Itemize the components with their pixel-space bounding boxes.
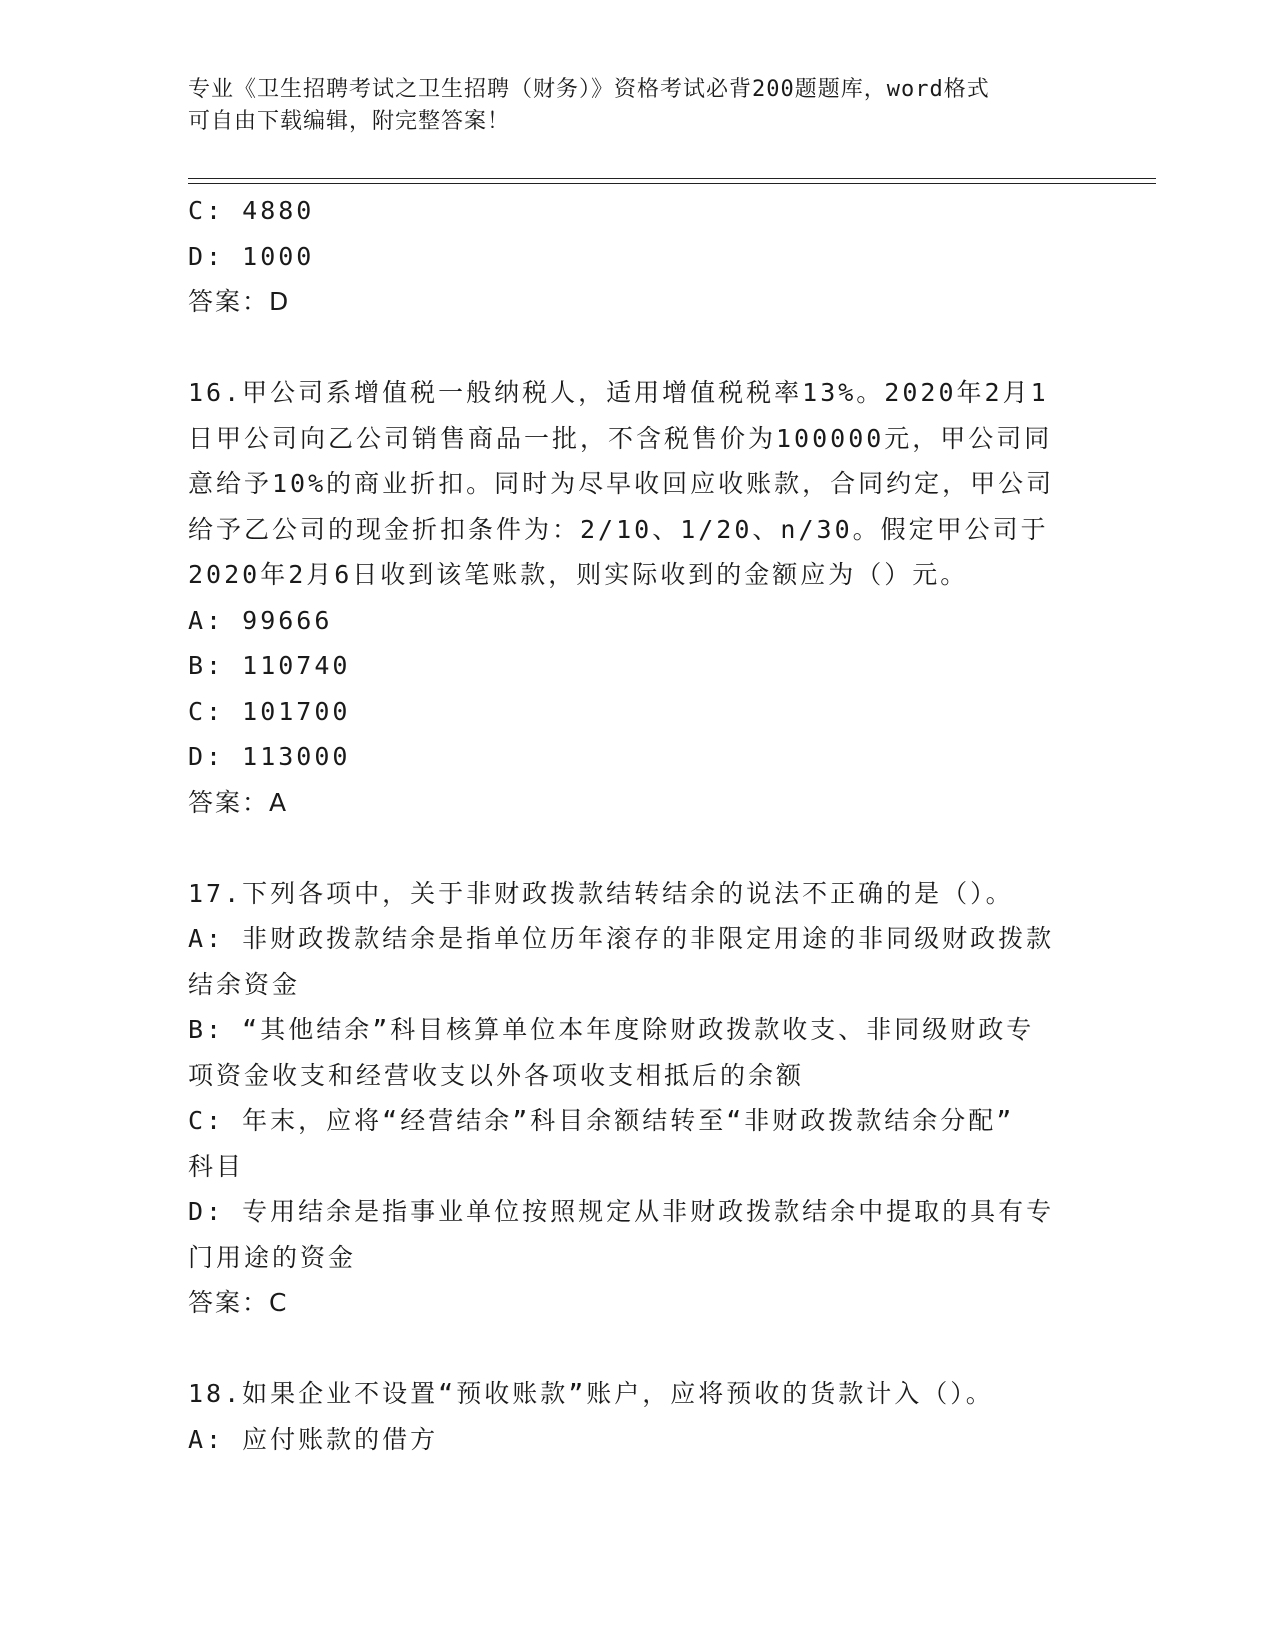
question-stem-line: 意给予10%的商业折扣。同时为尽早收回应收账款，合同约定，甲公司	[188, 469, 1055, 498]
answer-line: 答案：D	[188, 287, 291, 316]
option-d: D: 1000	[188, 241, 315, 271]
answer-line: 答案：A	[188, 787, 289, 817]
question-18	[188, 1371, 1088, 1462]
option-a: A: 应付账款的借方	[188, 1424, 439, 1454]
header-rule-bottom	[188, 183, 1156, 184]
option-b-line: 项资金收支和经营收支以外各项收支相抵后的余额	[188, 1060, 805, 1090]
answer-line: 答案：C	[188, 1288, 289, 1317]
spacer	[188, 825, 1088, 871]
question-stem-line: 18.如果企业不设置“预收账款”账户，应将预收的货款计入（）。	[188, 1379, 994, 1408]
document-header	[188, 74, 1078, 138]
header-title-line-1: 专业《卫生招聘考试之卫生招聘（财务）》资格考试必背200题题库，word格式	[188, 77, 990, 102]
option-a-line: 结余资金	[188, 969, 301, 999]
question-stem-line: 2020年2月6日收到该笔账款，则实际收到的金额应为（）元。	[188, 560, 969, 589]
question-stem-line: 17.下列各项中，关于非财政拨款结转结余的说法不正确的是（）。	[188, 878, 1014, 908]
question-stem-line: 日甲公司向乙公司销售商品一批，不含税售价为100000元，甲公司同	[188, 423, 1053, 453]
question-stem-line: 给予乙公司的现金折扣条件为：2/10、1/20、n/30。假定甲公司于	[188, 514, 1049, 544]
header-rule-top	[188, 178, 1156, 179]
header-title-line-2: 可自由下载编辑，附完整答案！	[188, 109, 511, 134]
spacer	[188, 325, 1088, 371]
option-a: A: 99666	[188, 605, 333, 635]
option-c: C: 101700	[188, 696, 351, 726]
question-16	[188, 370, 1088, 825]
question-content	[188, 188, 1088, 1462]
option-c-line: C: 年末，应将“经营结余”科目余额结转至“非财政拨款结余分配”	[188, 1106, 1015, 1135]
previous-question	[188, 188, 1088, 325]
option-b: B: 110740	[188, 651, 351, 680]
spacer	[188, 1326, 1088, 1372]
option-d: D: 113000	[188, 742, 351, 771]
option-d-line: 门用途的资金	[188, 1242, 357, 1272]
option-c-line: 科目	[188, 1151, 245, 1181]
option-b-line: B: “其他结余”科目核算单位本年度除财政拨款收支、非同级财政专	[188, 1015, 1035, 1044]
option-d-line: D: 专用结余是指事业单位按照规定从非财政拨款结余中提取的具有专	[188, 1197, 1055, 1226]
option-a-line: A: 非财政拨款结余是指单位历年滚存的非限定用途的非同级财政拨款	[188, 924, 1055, 953]
question-stem-line: 16.甲公司系增值税一般纳税人，适用增值税税率13%。2020年2月1	[188, 378, 1049, 407]
option-c: C: 4880	[188, 196, 315, 225]
question-17	[188, 871, 1088, 1326]
